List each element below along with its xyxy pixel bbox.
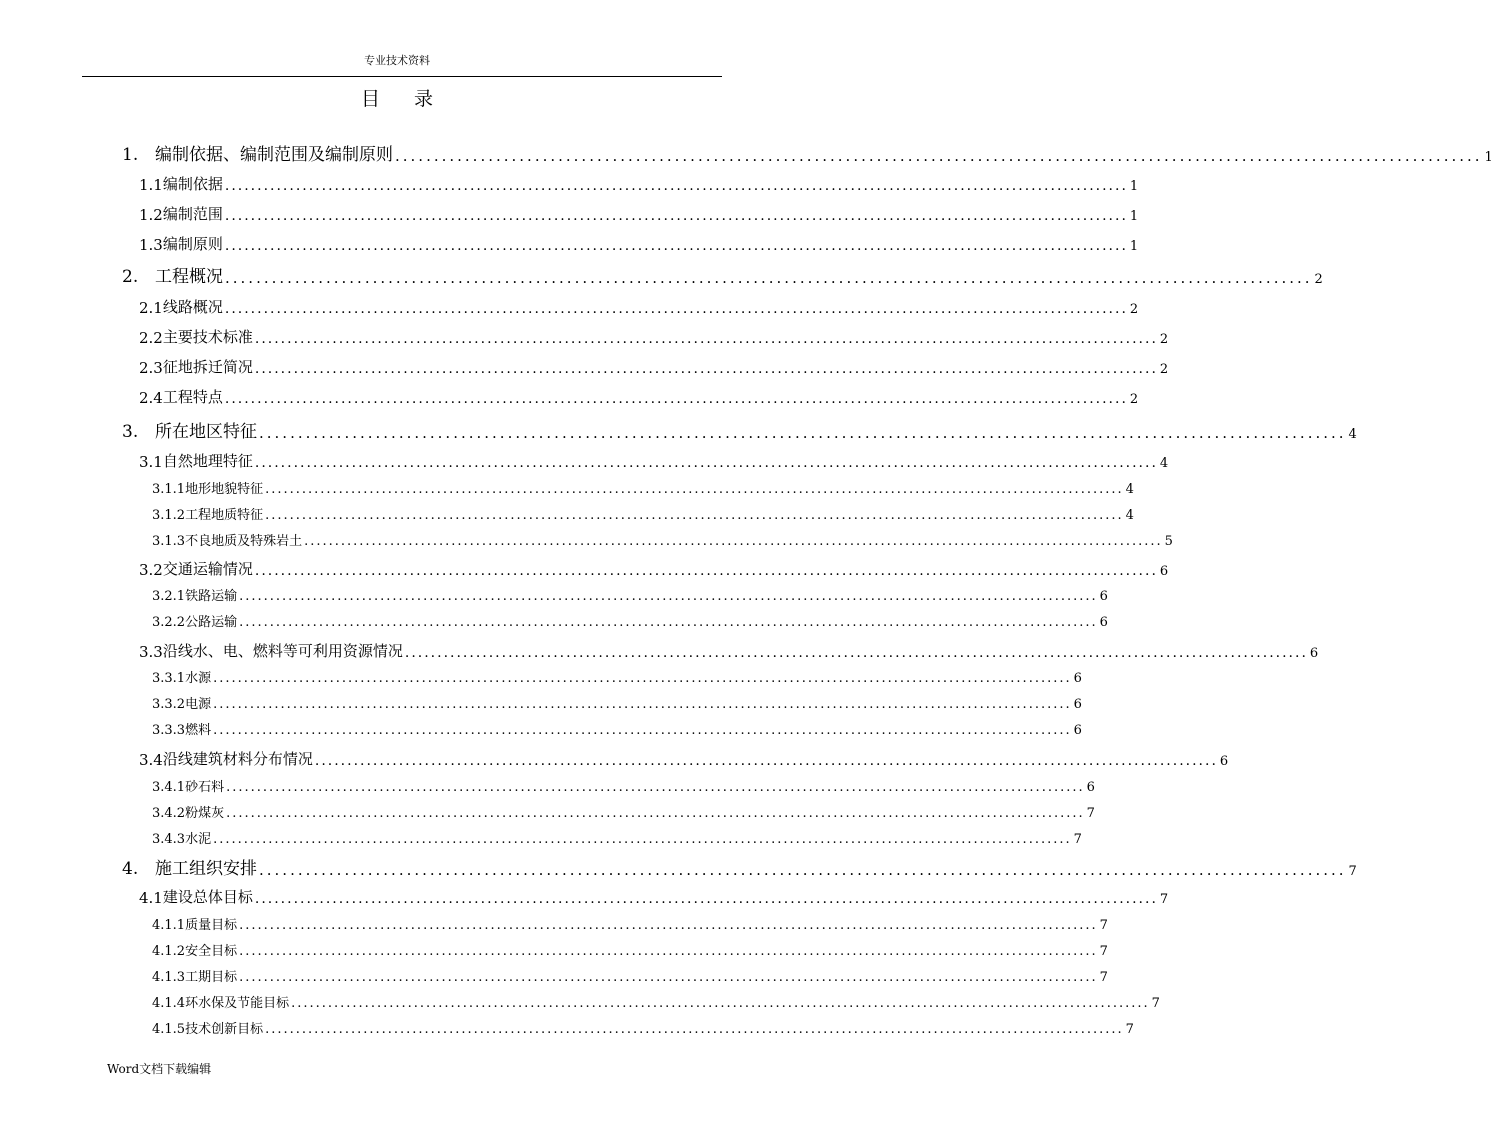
toc-leader-dots: ............................................................................................................................................ (213, 832, 1072, 847)
toc-entry-number: 1.3 (139, 236, 163, 254)
toc-entry-number: 1.1 (139, 176, 163, 194)
toc-leader-dots: ............................................................................................................................................ (265, 508, 1124, 523)
toc-entry-title: 沿线建筑材料分布情况 (162, 750, 313, 768)
toc-entry-page: 7 (1159, 892, 1169, 907)
toc-leader-dots: ............................................................................................................................................ (224, 208, 1128, 224)
toc-entry-title: 交通运输情况 (162, 560, 253, 578)
toc-entry[interactable] (152, 529, 1173, 549)
toc-entry[interactable] (152, 939, 1108, 959)
page-footer: Word文档下载编辑 (107, 1062, 212, 1076)
toc-leader-dots: ............................................................................................................................................ (265, 1022, 1124, 1037)
toc-entry-number: 4.1.1 (152, 918, 186, 933)
toc-entry-page: 1 (1129, 239, 1139, 254)
toc-leader-dots: ............................................................................................................................................ (254, 563, 1158, 579)
toc-entry[interactable] (122, 418, 1357, 442)
toc-leader-dots: ............................................................................................................................................ (213, 697, 1072, 712)
toc-entry[interactable] (152, 584, 1108, 604)
toc-leader-dots: ............................................................................................................................................ (259, 424, 1347, 442)
toc-entry-title: 粉煤灰 (185, 806, 225, 821)
toc-entry-number: 4.1.4 (152, 996, 186, 1011)
toc-entry-number: 3.1 (139, 453, 163, 471)
toc-entry-title: 工期目标 (185, 970, 238, 985)
toc-entry[interactable] (139, 202, 1139, 224)
toc-entry-page: 6 (1073, 671, 1082, 686)
toc-entry-title: 自然地理特征 (162, 452, 253, 470)
toc-entry-title: 编制依据、编制范围及编制原则 (155, 145, 393, 165)
toc-entry-page: 7 (1073, 832, 1082, 847)
toc-entry-title: 电源 (185, 697, 212, 712)
toc-entry-number: 4.1.5 (152, 1022, 186, 1037)
toc-entry-title: 编制依据 (162, 175, 223, 193)
toc-leader-dots: ............................................................................................................................................ (395, 147, 1483, 165)
toc-entry-page: 1 (1484, 150, 1493, 165)
toc-entry-page: 4 (1125, 508, 1134, 523)
toc-entry-title: 燃料 (185, 723, 212, 738)
toc-leader-dots: ............................................................................................................................................ (259, 861, 1347, 879)
toc-entry-title: 工程特点 (162, 388, 223, 406)
toc-entry-number: 4.1.2 (152, 944, 186, 959)
toc-entry[interactable] (139, 172, 1139, 194)
toc-entry-page: 2 (1129, 392, 1139, 407)
toc-entry-number: 2.2 (139, 329, 163, 347)
toc-entry[interactable] (139, 232, 1139, 254)
toc-entry-title: 主要技术标准 (162, 328, 253, 346)
toc-entry-title: 地形地貌特征 (185, 482, 264, 497)
toc-entry-title: 征地拆迁简况 (162, 358, 253, 376)
toc-entry[interactable] (139, 355, 1169, 377)
toc-leader-dots: ............................................................................................................................................ (314, 753, 1218, 769)
toc-entry-number: 3.4.3 (152, 832, 186, 847)
toc-entry-number: 3.3.1 (152, 671, 186, 686)
toc-entry[interactable] (152, 775, 1095, 795)
toc-entry-title: 工程地质特征 (185, 508, 264, 523)
toc-leader-dots: ............................................................................................................................................ (239, 970, 1098, 985)
toc-leader-dots: ............................................................................................................................................ (213, 723, 1072, 738)
page-title: 目 录 (360, 88, 448, 110)
toc-entry-page: 2 (1129, 302, 1139, 317)
toc-entry-number: 4.1 (139, 889, 163, 907)
toc-leader-dots: ............................................................................................................................................ (254, 361, 1158, 377)
toc-entry-number: 3.1.3 (152, 534, 186, 549)
toc-leader-dots: ............................................................................................................................................ (224, 238, 1128, 254)
toc-entry[interactable] (139, 449, 1169, 471)
toc-entry[interactable] (152, 801, 1095, 821)
toc-entry-page: 6 (1099, 589, 1108, 604)
toc-leader-dots: ............................................................................................................................................ (226, 780, 1085, 795)
toc-entry-number: 3.4.1 (152, 780, 186, 795)
toc-entry-page: 7 (1348, 864, 1357, 879)
toc-entry-page: 7 (1099, 918, 1108, 933)
toc-entry[interactable] (139, 885, 1169, 907)
toc-entry[interactable] (122, 855, 1357, 879)
toc-leader-dots: ............................................................................................................................................ (226, 806, 1085, 821)
toc-entry[interactable] (152, 718, 1082, 738)
toc-entry-number: 3.1.2 (152, 508, 186, 523)
toc-entry[interactable] (152, 477, 1134, 497)
toc-entry[interactable] (139, 747, 1229, 769)
toc-entry[interactable] (152, 1017, 1134, 1037)
toc-entry-page: 2 (1159, 332, 1169, 347)
toc-entry[interactable] (139, 295, 1139, 317)
toc-entry-number: 2.1 (139, 299, 163, 317)
toc-entry-number: 3.2.1 (152, 589, 186, 604)
toc-entry-page: 6 (1073, 697, 1082, 712)
toc-entry-number: 3.2.2 (152, 615, 186, 630)
toc-entry-number: 4.1.3 (152, 970, 186, 985)
toc-entry[interactable] (139, 325, 1169, 347)
toc-entry-title: 质量目标 (185, 918, 238, 933)
toc-entry-page: 6 (1086, 780, 1095, 795)
toc-entry-page: 6 (1159, 564, 1169, 579)
toc-entry-title: 不良地质及特殊岩土 (185, 534, 303, 549)
toc-leader-dots: ............................................................................................................................................ (265, 482, 1124, 497)
toc-entry[interactable] (152, 610, 1108, 630)
toc-entry-page: 1 (1129, 209, 1139, 224)
toc-entry-number: 3.3.2 (152, 697, 186, 712)
toc-entry-title: 环水保及节能目标 (185, 996, 290, 1011)
toc-entry-number: 3. (122, 422, 139, 442)
toc-entry[interactable] (152, 991, 1160, 1011)
toc-entry[interactable] (152, 666, 1082, 686)
toc-leader-dots: ............................................................................................................................................ (254, 891, 1158, 907)
toc-entry-title: 工程概况 (155, 267, 223, 287)
toc-entry-page: 6 (1309, 646, 1319, 661)
toc-leader-dots: ............................................................................................................................................ (304, 534, 1163, 549)
toc-entry-page: 7 (1125, 1022, 1134, 1037)
toc-entry[interactable] (139, 557, 1169, 579)
toc-leader-dots: ............................................................................................................................................ (239, 589, 1098, 604)
toc-entry-number: 3.3 (139, 643, 163, 661)
toc-entry-title: 砂石料 (185, 780, 225, 795)
toc-leader-dots: ............................................................................................................................................ (239, 615, 1098, 630)
toc-entry-title: 编制原则 (162, 235, 223, 253)
toc-entry-title: 编制范围 (162, 205, 223, 223)
toc-entry-number: 4. (122, 859, 139, 879)
toc-entry-number: 3.3.3 (152, 723, 186, 738)
toc-leader-dots: ............................................................................................................................................ (291, 996, 1150, 1011)
toc-entry-number: 1. (122, 145, 139, 165)
toc-entry-page: 6 (1099, 615, 1108, 630)
toc-entry-number: 1.2 (139, 206, 163, 224)
toc-leader-dots: ............................................................................................................................................ (213, 671, 1072, 686)
toc-entry[interactable] (122, 263, 1323, 287)
toc-entry-page: 6 (1219, 754, 1229, 769)
toc-entry-number: 2.3 (139, 359, 163, 377)
toc-entry[interactable] (152, 692, 1082, 712)
toc-entry[interactable] (139, 639, 1319, 661)
toc-entry-number: 3.4 (139, 751, 163, 769)
toc-leader-dots: ............................................................................................................................................ (239, 944, 1098, 959)
toc-entry-page: 2 (1159, 362, 1169, 377)
toc-entry-page: 4 (1125, 482, 1134, 497)
toc-entry-title: 施工组织安排 (155, 859, 257, 879)
toc-entry-page: 6 (1073, 723, 1082, 738)
toc-entry-page: 4 (1159, 456, 1169, 471)
toc-entry-page: 4 (1348, 427, 1357, 442)
toc-entry-title: 沿线水、电、燃料等可利用资源情况 (162, 642, 403, 660)
toc-entry[interactable] (152, 965, 1108, 985)
toc-entry-title: 水泥 (185, 832, 212, 847)
toc-entry-title: 技术创新目标 (185, 1022, 264, 1037)
toc-leader-dots: ............................................................................................................................................ (224, 301, 1128, 317)
toc-entry[interactable] (152, 913, 1108, 933)
toc-entry[interactable] (152, 503, 1134, 523)
toc-entry-title: 建设总体目标 (162, 888, 253, 906)
toc-entry-title: 铁路运输 (185, 589, 238, 604)
toc-entry[interactable] (122, 141, 1493, 165)
toc-entry-number: 2.4 (139, 389, 163, 407)
toc-entry-number: 3.1.1 (152, 482, 186, 497)
toc-entry-page: 7 (1099, 944, 1108, 959)
toc-entry[interactable] (139, 385, 1139, 407)
toc-entry-title: 所在地区特征 (155, 422, 257, 442)
toc-leader-dots: ............................................................................................................................................ (254, 455, 1158, 471)
toc-entry-page: 7 (1099, 970, 1108, 985)
toc-entry-number: 3.4.2 (152, 806, 186, 821)
toc-entry-title: 线路概况 (162, 298, 223, 316)
toc-leader-dots: ............................................................................................................................................ (404, 645, 1308, 661)
toc-leader-dots: ............................................................................................................................................ (225, 269, 1313, 287)
toc-entry-page: 1 (1129, 179, 1139, 194)
toc-entry-page: 7 (1151, 996, 1160, 1011)
toc-leader-dots: ............................................................................................................................................ (239, 918, 1098, 933)
page-header: 专业技术资料 (364, 54, 430, 67)
toc-entry-page: 5 (1164, 534, 1173, 549)
toc-leader-dots: ............................................................................................................................................ (224, 178, 1128, 194)
toc-leader-dots: ............................................................................................................................................ (254, 331, 1158, 347)
toc-entry-page: 7 (1086, 806, 1095, 821)
toc-entry-title: 安全目标 (185, 944, 238, 959)
toc-entry[interactable] (152, 827, 1082, 847)
toc-entry-page: 2 (1314, 272, 1323, 287)
toc-entry-title: 公路运输 (185, 615, 238, 630)
toc-leader-dots: ............................................................................................................................................ (224, 391, 1128, 407)
toc-entry-title: 水源 (185, 671, 212, 686)
toc-entry-number: 3.2 (139, 561, 163, 579)
toc-entry-number: 2. (122, 267, 139, 287)
